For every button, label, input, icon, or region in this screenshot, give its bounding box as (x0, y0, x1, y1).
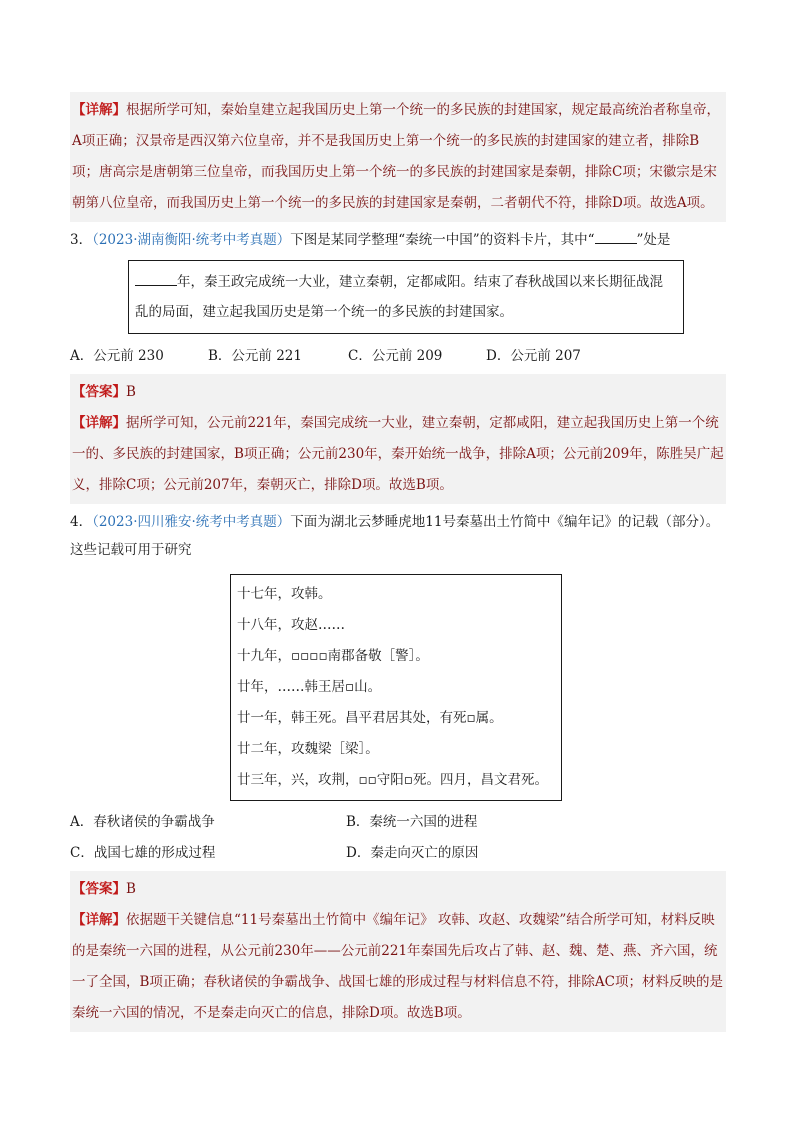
q4-detail-text: 依据题干关键信息“11号秦墓出土竹简中《编年记》 攻韩、攻赵、攻魏梁”结合所学可知，材料反映的是秦统一六国的进程，从公元前230年——公元前221年秦国先后攻占了韩、赵、魏、楚、燕、齐六国，统一了全国，B项正确；春秋诸侯的争霸战争、战国七雄的形成过程与材料信息不符，排除AC项；材料反映的是秦统一六国的情况，不是秦走向灭亡的信息，排除D项。故选B项。 (72, 912, 723, 1021)
q4-option-d: D．秦走向灭亡的原因 (346, 845, 479, 861)
record-line: 廿一年，韩王死。昌平君居其处，有死▫属。 (237, 710, 503, 726)
q4-record-box (230, 574, 562, 801)
q2-detail-text: 根据所学可知，秦始皇建立起我国历史上第一个统一的多民族的封建国家，规定最高统治者称皇帝，A项正确；汉景帝是西汉第六位皇帝，并不是我国历史上第一个统一的多民族的封建国家的建立者，排除B项；唐高宗是唐朝第三位皇帝，而我国历史上第一个统一的多民族的封建国家是秦朝，排除C项；宋徽宗是宋朝第八位皇帝，而我国历史上第一个统一的多民族的封建国家是秦朝，二者朝代不符，排除D项。故选A项。 (72, 102, 720, 211)
q3-options (70, 342, 726, 370)
q3-source: （2023·湖南衡阳·统考中考真题） (92, 232, 291, 248)
q2-detail-block (70, 92, 726, 222)
answer-tag: 【答案】 (72, 881, 126, 897)
detail-tag: 【详解】 (72, 102, 126, 118)
q4-answer-block (70, 871, 726, 1032)
answer-blank (595, 229, 637, 244)
answer-tag: 【答案】 (72, 384, 126, 400)
record-line: 廿三年，兴，攻荆，▫▫守阳▫死。四月，昌文君死。 (237, 772, 548, 788)
card-blank (135, 271, 177, 286)
q4-answer: B (126, 881, 136, 897)
q3-answer: B (126, 384, 136, 400)
q3-option-d: D．公元前 207 (486, 348, 581, 364)
q4-option-c: C．战国七雄的形成过程 (70, 845, 216, 861)
record-line: 十七年，攻韩。 (237, 586, 332, 602)
q4-stem (70, 508, 726, 564)
q3-stem-b: ”处是 (636, 232, 671, 248)
q3-card-text: 年，秦王政完成统一大业，建立秦朝，定都咸阳。结束了春秋战国以来长期征战混乱的局面，建立起我国历史是第一个统一的多民族的封建国家。 (135, 274, 663, 320)
q3-option-c: C．公元前 209 (348, 348, 443, 364)
q4-number: 4． (70, 514, 93, 530)
detail-tag: 【详解】 (72, 912, 126, 928)
q3-option-b: B．公元前 221 (208, 348, 302, 364)
q3-detail-text: 据所学可知，公元前221年，秦国完成统一大业，建立秦朝，定都咸阳，建立起我国历史上第一个统一的、多民族的封建国家，B项正确；公元前230年，秦开始统一战争，排除A项；公元前209年，陈胜吴广起义，排除C项；公元前207年，秦朝灭亡，排除D项。故选B项。 (72, 415, 724, 493)
q3-answer-block (70, 374, 726, 504)
q3-info-card (128, 260, 684, 334)
record-line: 廿年，……韩王居▫山。 (237, 679, 382, 695)
q4-source: （2023·四川雅安·统考中考真题） (92, 514, 291, 530)
record-line: 十八年，攻赵…… (237, 617, 345, 633)
q3-number: 3． (70, 232, 93, 248)
q4-option-b: B．秦统一六国的进程 (346, 814, 478, 830)
record-line: 廿二年，攻魏梁［梁］。 (237, 741, 379, 757)
q4-options (70, 807, 726, 869)
record-line: 十九年，▫▫▫▫南郡备敬［警］。 (237, 648, 429, 664)
detail-tag: 【详解】 (72, 415, 126, 431)
q3-stem (70, 226, 726, 254)
document-page (70, 92, 726, 1032)
q4-option-a: A．春秋诸侯的争霸战争 (70, 814, 215, 830)
q3-option-a: A．公元前 230 (70, 348, 164, 364)
q3-stem-a: 下图是某同学整理“秦统一中国”的资料卡片，其中“ (290, 232, 595, 248)
q4-stem-text: 下面为湖北云梦睡虎地11号秦墓出土竹简中《编年记》的记载（部分）。这些记载可用于研究 (70, 514, 720, 558)
